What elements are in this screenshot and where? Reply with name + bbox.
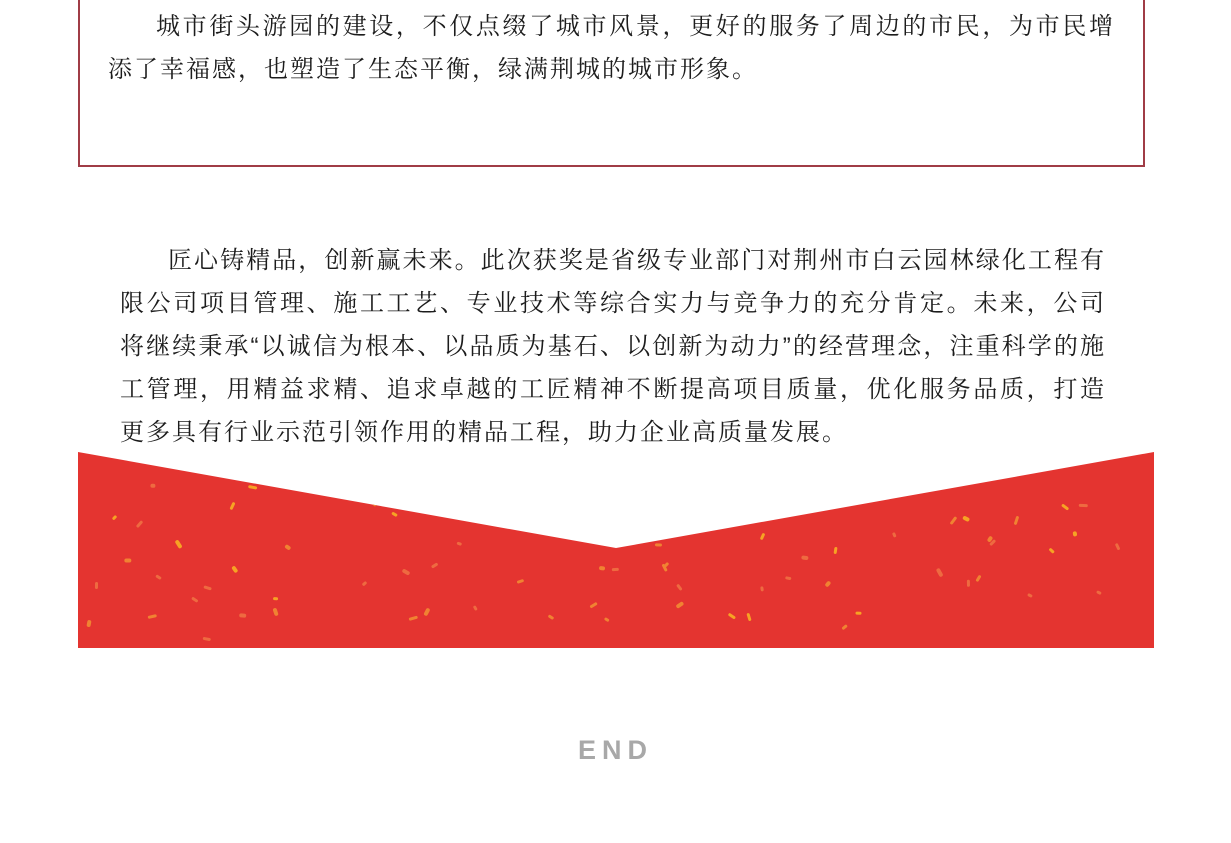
confetti-speck <box>95 582 98 589</box>
confetti-speck <box>135 520 142 528</box>
confetti-speck <box>727 612 736 619</box>
confetti-speck <box>409 616 418 621</box>
confetti-speck <box>150 484 155 488</box>
confetti-speck <box>526 500 533 504</box>
confetti-speck <box>761 586 764 592</box>
confetti-speck <box>604 616 610 622</box>
confetti-speck <box>112 515 118 521</box>
confetti-speck <box>401 569 410 576</box>
confetti-speck <box>230 502 236 510</box>
confetti-speck <box>203 585 212 590</box>
confetti-speck <box>202 637 211 642</box>
quote-text: 城市街头游园的建设，不仅点缀了城市风景，更好的服务了周边的市民，为市民增添了幸福感，也塑造了生态平衡，绿满荆城的城市形象。 <box>108 13 1115 83</box>
confetti-speck <box>517 579 524 584</box>
confetti-speck <box>457 541 463 545</box>
confetti-speck <box>1061 504 1069 511</box>
confetti-speck <box>588 504 597 510</box>
confetti-speck <box>388 471 396 478</box>
confetti-speck <box>747 613 752 621</box>
confetti-speck <box>785 576 791 580</box>
confetti-speck <box>472 489 480 498</box>
confetti-speck <box>125 558 132 562</box>
confetti-speck <box>273 608 279 617</box>
confetti-speck <box>401 481 407 484</box>
confetti-speck <box>191 596 199 603</box>
confetti-speck <box>599 565 606 570</box>
confetti-speck <box>936 568 944 578</box>
red-envelope-banner <box>78 452 1154 648</box>
confetti-speck <box>1049 548 1055 554</box>
confetti-speck <box>759 532 765 540</box>
confetti-speck <box>362 581 368 586</box>
confetti-speck <box>231 566 238 574</box>
confetti-speck <box>547 614 554 620</box>
confetti-speck <box>654 543 661 546</box>
end-marker: END <box>577 735 653 765</box>
confetti-speck <box>975 575 981 583</box>
confetti-speck <box>1027 592 1033 598</box>
confetti-speck <box>892 531 897 537</box>
confetti-speck <box>676 584 682 591</box>
confetti-speck <box>588 500 595 504</box>
body-paragraph: 匠心铸精品，创新赢未来。此次获奖是省级专业部门对荆州市白云园林绿化工程有限公司项目管理、施工工艺、专业技术等综合实力与竞争力的充分肯定。未来，公司将继续秉承“以诚信为根本、以品质为基石、以创新为动力”的经营理念，注重科学的施工管理，用精益求精、追求卓越的工匠精神不断提高项目质量，优化服务品质，打造更多具有行业示范引领作用的精品工程，助力企业高质量发展。 <box>120 247 1106 446</box>
confetti-speck <box>273 597 278 600</box>
confetti-speck <box>330 478 338 484</box>
confetti-speck <box>959 463 966 467</box>
confetti-speck <box>962 515 970 522</box>
confetti-speck <box>1096 590 1102 596</box>
confetti-speck <box>584 522 591 528</box>
confetti-speck <box>834 547 838 555</box>
confetti-speck <box>1079 504 1088 507</box>
confetti-speck <box>431 457 437 464</box>
confetti-speck <box>801 555 809 560</box>
confetti-speck <box>424 607 431 615</box>
confetti-speck <box>841 624 848 630</box>
confetti-speck <box>260 481 269 486</box>
confetti-speck <box>825 580 832 587</box>
quote-box <box>78 0 1145 167</box>
confetti-speck <box>1115 542 1121 550</box>
confetti-speck <box>155 574 162 580</box>
confetti-speck <box>621 536 629 540</box>
confetti-speck <box>239 613 246 617</box>
confetti-speck <box>1013 515 1019 524</box>
confetti-speck <box>633 484 638 493</box>
confetti-speck <box>175 539 183 548</box>
confetti-speck <box>431 562 439 569</box>
confetti-speck <box>370 500 377 507</box>
confetti-speck <box>148 614 157 619</box>
confetti-speck <box>430 491 438 496</box>
confetti-speck <box>473 604 478 610</box>
confetti-speck <box>270 461 278 468</box>
confetti-speck <box>248 485 257 490</box>
confetti-speck <box>1073 531 1078 537</box>
confetti-speck <box>491 476 497 485</box>
confetti-speck <box>375 461 383 468</box>
confetti-speck <box>976 468 981 475</box>
confetti-speck <box>391 511 398 517</box>
confetti-speck <box>86 619 91 626</box>
confetti-speck <box>675 601 684 609</box>
confetti-speck <box>967 580 970 587</box>
confetti-speck <box>612 568 619 571</box>
confetti-speck <box>855 612 861 615</box>
confetti-speck <box>950 516 958 525</box>
confetti-speck <box>433 504 438 511</box>
confetti-speck <box>589 602 598 609</box>
confetti-speck <box>407 476 415 483</box>
confetti-speck <box>284 544 291 550</box>
